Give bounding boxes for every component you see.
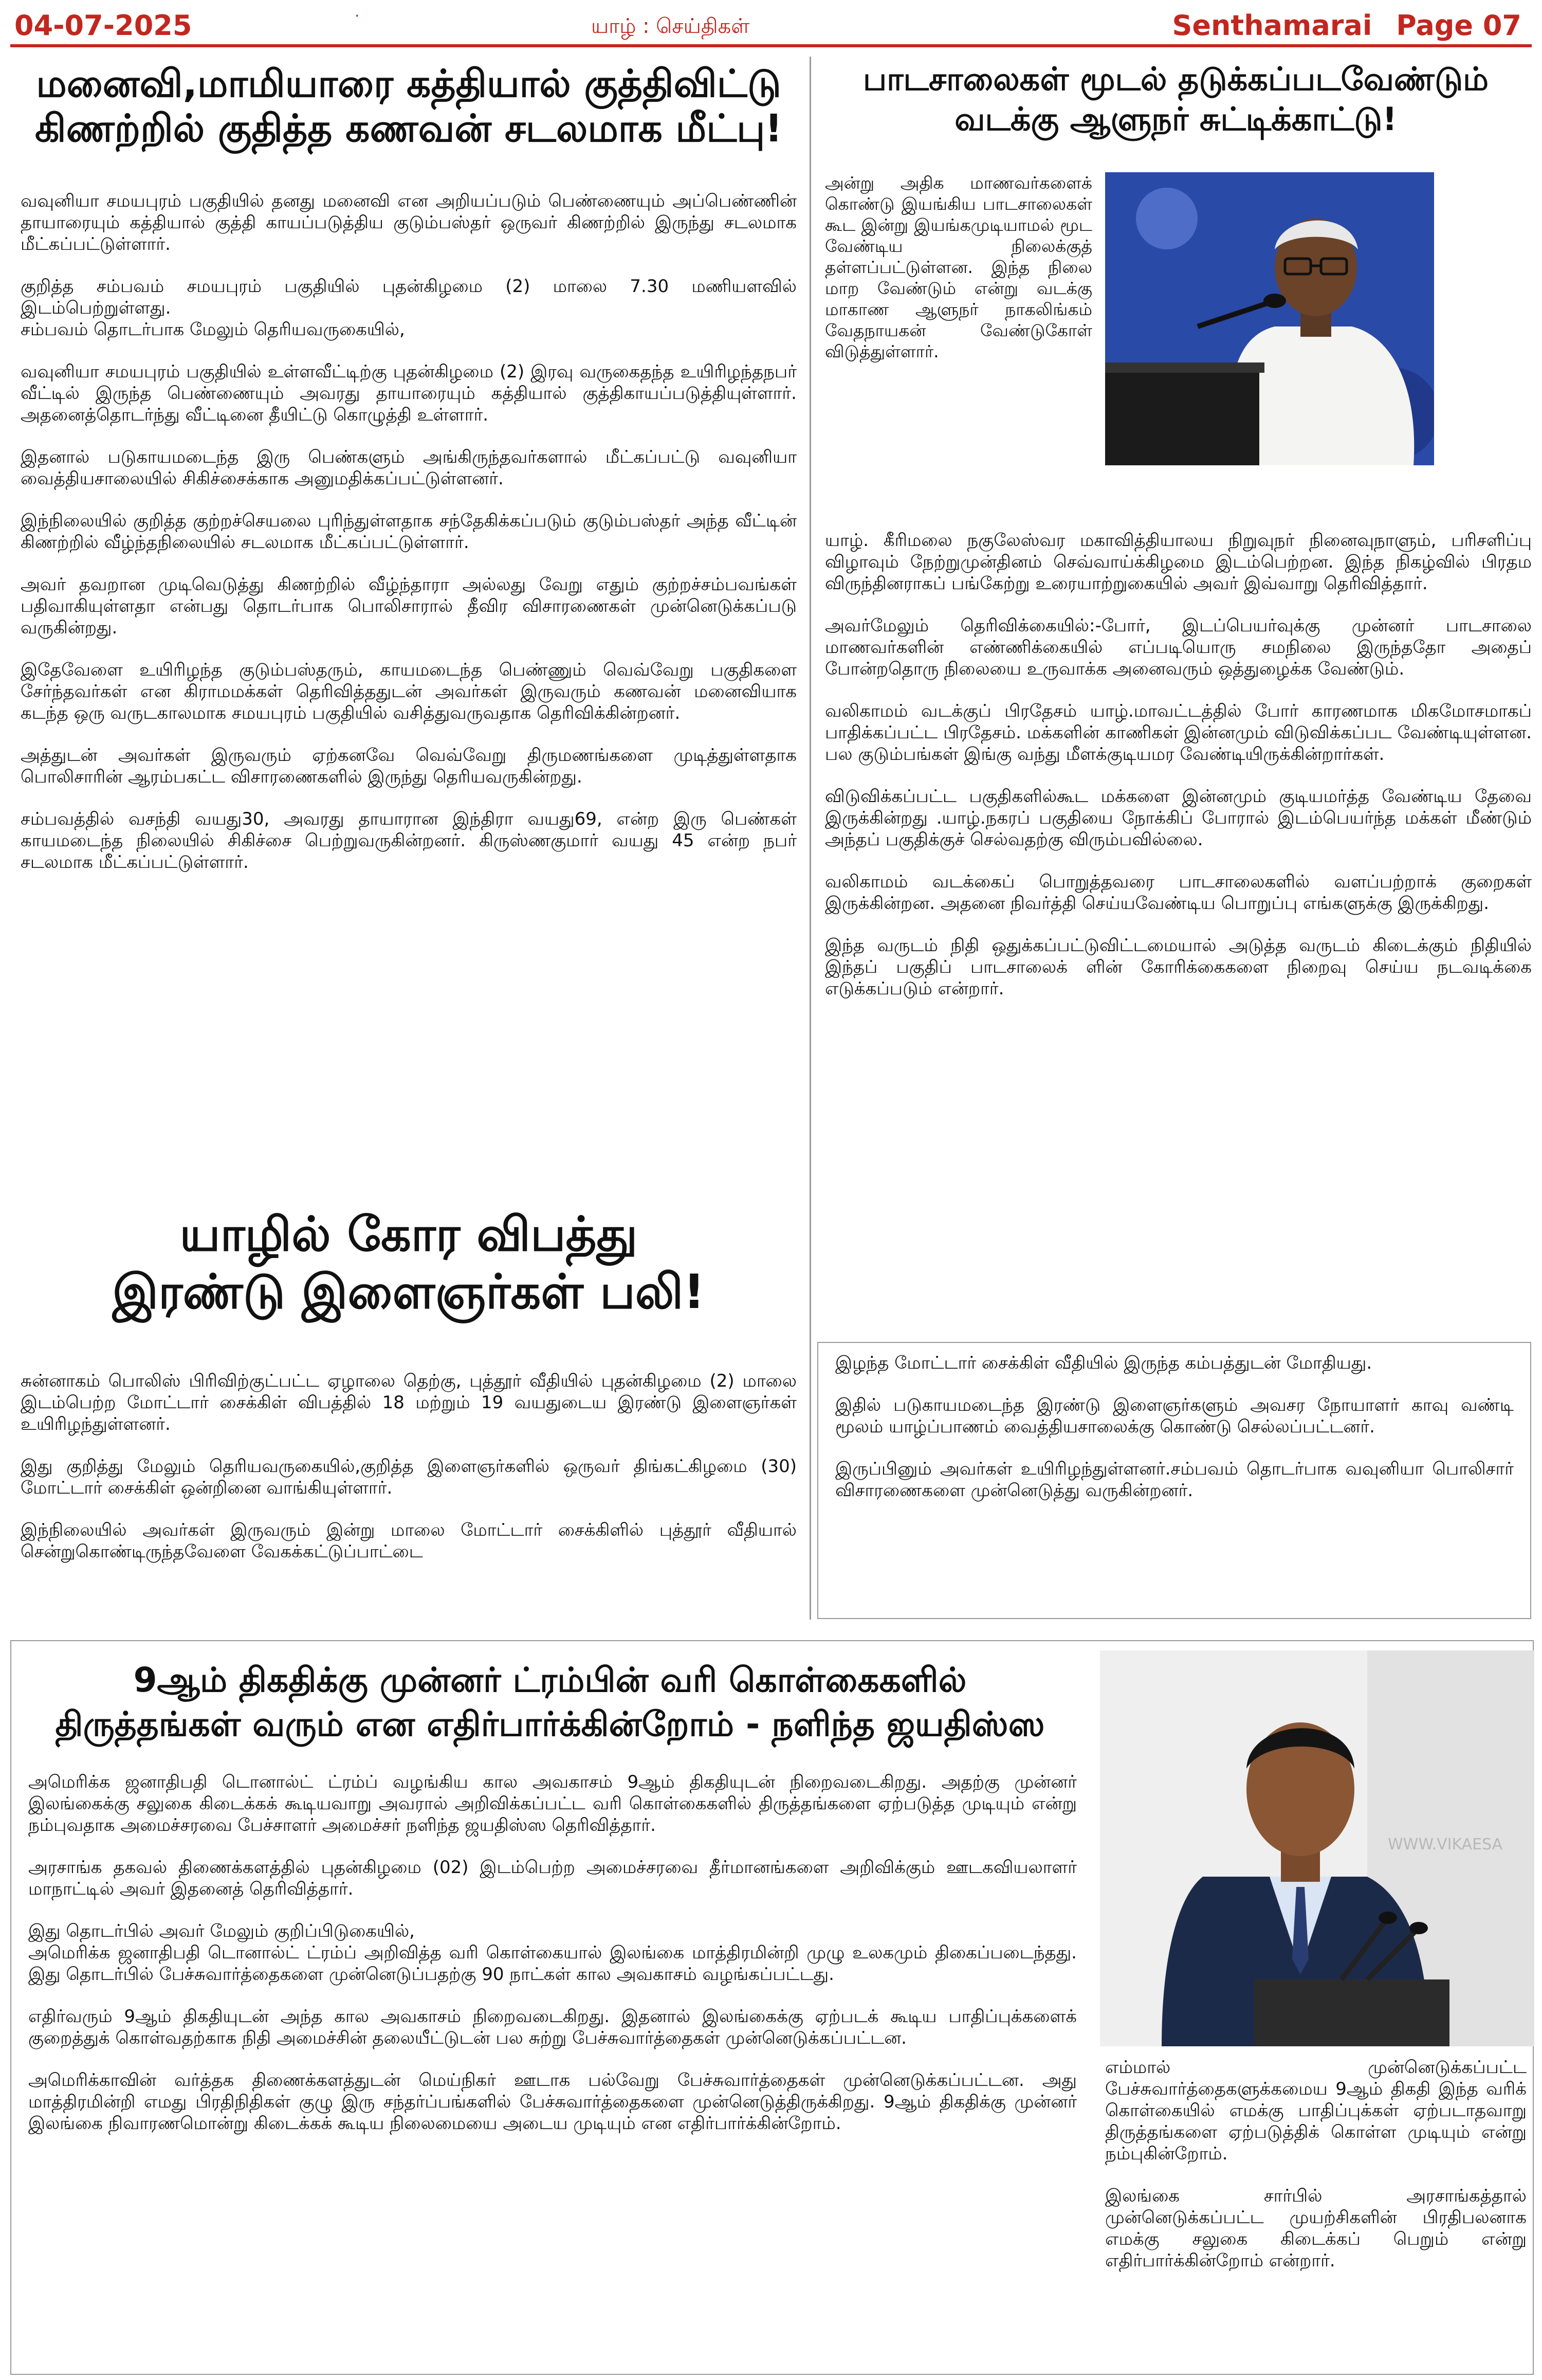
article1-headline-line2: கிணற்றில் குதித்த கணவன் சடலமாக மீட்பு! — [34, 106, 783, 151]
article3-paragraph: அவர்மேலும் தெரிவிக்கையில்:-போர், இடப்பெயர்வுக்கு முன்னர் பாடசாலை மாணவர்களின் எண்ணிக்கையில் எப்படியொரு சமநிலை இருந்ததோ அதைப் போன்றதொரு நிலையை உருவாக்க அனைவரும் ஒத்துழைக்க வேண்டும். — [825, 615, 1532, 679]
article3-paragraph: இந்த வருடம் நிதி ஒதுக்கப்பட்டுவிட்டமையால் அடுத்த வருடம் கிடைக்கும் நிதியில் இந்தப் பகுதிப் பாடசாலைக் ளின் கோரிக்கைகளை நிறைவு செய்ய நடவடிக்கை எடுக்கப்படும் என்றார். — [825, 935, 1532, 999]
article4-paragraph: அமெரிக்க ஜனாதிபதி டொனால்ட் ட்ரம்ப் அறிவித்த வரி கொள்கையால் இலங்கை மாத்திரமின்றி முழு உலகமும் திகைப்படைந்தது. இது தொடர்பில் பேச்சுவார்த்தைகளை முன்னெடுப்பதற்கு 90 நாட்கள் கால அவகாசம் வழங்கப்பட்டது. — [28, 1942, 1077, 1985]
masthead-publication: Senthamarai — [1172, 9, 1372, 42]
article2-headline-line1: யாழில் கோர விபத்து — [179, 1207, 638, 1262]
article4-paragraph: அமெரிக்க ஜனாதிபதி டொனால்ட் ட்ரம்ப் வழங்கிய கால அவகாசம் 9ஆம் திகதியுடன் நிறைவடைகிறது. அதற்கு முன்னர் இலங்கைக்கு சலுகை கிடைக்கக் கூடியவாறு அவரால் அறிவிக்கப்பட்ட வரி கொள்கைகளில் திருத்தங்களை ஏற்படுத்த முடியும் என்று நம்புவதாக அமைச்சரவை பேச்சாளர் அமைச்சர் நளிந்த ஜயதிஸ்ஸ தெரிவித்தார். — [28, 1772, 1077, 1836]
article1-paragraph: இதனால் படுகாயமடைந்த இரு பெண்களும் அங்கிருந்தவர்களால் மீட்கப்பட்டு வவுனியா வைத்தியசாலையில் சிகிச்சைக்காக அனுமதிக்கப்பட்டுள்ளனர். — [21, 447, 797, 489]
article2-paragraph: இது குறித்து மேலும் தெரியவருகையில்,குறித்த இளைஞர்களில் ஒருவர் திங்கட்கிழமை (30) மோட்டார் சைக்கிள் ஒன்றினை வாங்கியுள்ளார். — [21, 1456, 797, 1498]
article3-paragraph: யாழ். கீரிமலை நகுலேஸ்வர மகாவித்தியாலய நிறுவுநர் நினைவுநாளும், பரிசளிப்பு விழாவும் நேற்றுமுன்தினம் செவ்வாய்க்கிழமை இடம்பெற்றன. இந்த நிகழ்வில் பிரதம விருந்தினராகப் பங்கேற்று உரையாற்றுகையில் அவர் இவ்வாறு தெரிவித்தார். — [825, 530, 1532, 594]
article2-paragraph: இந்நிலையில் அவர்கள் இருவரும் இன்று மாலை மோட்டார் சைக்கிளில் புத்தூர் வீதியால் சென்றுகொண்டிருந்தவேளை வேகக்கட்டுப்பாட்டை — [21, 1520, 797, 1562]
article1-paragraph: அத்துடன் அவர்கள் இருவரும் ஏற்கனவே வெவ்வேறு திருமணங்களை முடித்துள்ளதாக பொலிசாரின் ஆரம்பகட்ட விசாரணைகளில் இருந்து தெரியவருகின்றது. — [21, 745, 797, 787]
article4-paragraph: எதிர்வரும் 9ஆம் திகதியுடன் அந்த கால அவகாசம் நிறைவடைகிறது. இதனால் இலங்கைக்கு ஏற்படக் கூடிய பாதிப்புக்களைக் குறைத்துக் கொள்வதற்காக நிதி அமைச்சின் தலையீட்டுடன் பல சுற்று பேச்சுவார்த்தைகள் முன்னெடுக்கப்பட்டன. — [28, 2006, 1077, 2048]
article1-paragraph: இந்நிலையில் குறித்த குற்றச்செயலை புரிந்துள்ளதாக சந்தேகிக்கப்படும் குடும்பஸ்தர் அந்த வீட்டின் கிணற்றில் வீழ்ந்தநிலையில் சடலமாக மீட்கப்பட்டுள்ளார். — [21, 511, 797, 553]
masthead-right — [1172, 9, 1521, 42]
governor-photo-illustration — [1105, 172, 1434, 465]
masthead-rule — [10, 44, 1532, 47]
article3-headline — [820, 59, 1532, 139]
article3-body — [825, 530, 1532, 1000]
article1-paragraph: வவுனியா சமயபுரம் பகுதியில் தனது மனைவி என அறியப்படும் பெண்ணையும் அப்பெண்ணின் தாயாரையும் கத்தியால் குத்தி காயப்படுத்திய குடும்பஸ்தர் ஒருவர் கிணற்றில் இருந்து சடலமாக மீட்கப்பட்டுள்ளார். — [21, 191, 797, 255]
article-jaffna-accident — [15, 1206, 802, 1321]
minister-photo — [1100, 1650, 1534, 2046]
article1-paragraph: அவர் தவறான முடிவெடுத்து கிணற்றில் வீழ்ந்தாரா அல்லது வேறு எதும் குற்றச்சம்பவங்கள் பதிவாகியுள்ளதா என்பது தொடர்பாக பொலிசாரால் தீவிர விசாரணைகள் முன்னெடுக்கப்படு வருகின்றது. — [21, 574, 797, 638]
masthead-date: 04-07-2025 — [14, 9, 192, 42]
article4-headline-line2: திருத்தங்கள் வரும் என எதிர்பார்க்கின்றோம் - நளிந்த ஜயதிஸ்ஸ — [55, 1704, 1045, 1744]
article-wife-stabbing — [15, 62, 802, 152]
article2-continuation-paragraph: இருப்பினும் அவர்கள் உயிரிழந்துள்ளனர்.சம்பவம் தொடர்பாக வவுனியா பொலிசார் விசாரணைகளை முன்னெடுத்து வருகின்றனர். — [835, 1459, 1514, 1501]
photo-watermark: WWW.VIKAESA — [1388, 1836, 1503, 1854]
article3-paragraph: வலிகாமம் வடக்கைப் பொறுத்தவரை பாடசாலைகளில் வளப்பற்றாக் குறைகள் இருக்கின்றன. அதனை நிவர்த்தி செய்யவேண்டிய பொறுப்பு எங்களுக்கு இருக்கிறது. — [825, 871, 1532, 914]
article4-paragraph: அரசாங்க தகவல் திணைக்களத்தில் புதன்கிழமை (02) இடம்பெற்ற அமைச்சரவை தீர்மானங்களை அறிவிக்கும் ஊடகவியலாளர் மாநாட்டில் அவர் இதனைத் தெரிவித்தார். — [28, 1857, 1077, 1899]
article4-body — [28, 1771, 1077, 2134]
governor-photo — [1105, 172, 1434, 465]
article2-continuation-paragraph: இதில் படுகாயமடைந்த இரண்டு இளைஞர்களும் அவசர நோயாளர் காவு வண்டி மூலம் யாழ்ப்பாணம் வைத்தியசாலைக்கு கொண்டு செல்லப்பட்டனர். — [835, 1395, 1514, 1437]
article4-paragraph: இது தொடர்பில் அவர் மேலும் குறிப்பிடுகையில், — [28, 1921, 415, 1941]
article4-paragraph: அமெரிக்காவின் வர்த்தக திணைக்களத்துடன் மெய்நிகர் ஊடாக பல்வேறு பேச்சுவார்த்தைகள் முன்னெடுக்கப்பட்டன. அது மாத்திரமின்றி எமது பிரதிநிதிகள் குழு இரு சந்தர்ப்பங்களில் பேச்சுவார்த்தைகளை முன்னெடுத்திருக்கிறது. 9ஆம் திகதிக்கு முன்னர் இலங்கை நிவாரணமொன்று கிடைக்கக் கூடிய நிலைமையை அடைய முடியும் என எதிர்பார்க்கின்றோம். — [28, 2070, 1077, 2134]
article2-body — [21, 1370, 797, 1563]
article3-paragraph: வலிகாமம் வடக்குப் பிரதேசம் யாழ்.மாவட்டத்தில் போர் காரணமாக மிகமோசமாகப் பாதிக்கப்பட்ட பிரதேசம். மக்களின் காணிகள் இன்னமும் விடுவிக்கப்பட வேண்டியுள்ளன. பல குடும்பங்கள் இங்கு வந்து மீளக்குடியமர வேண்டியிருக்கின்றார்கள். — [825, 701, 1532, 765]
article4-headline — [21, 1658, 1079, 1747]
article2-headline — [15, 1206, 802, 1321]
article4-side-paragraph: எம்மால் முன்னெடுக்கப்பட்ட பேச்சுவார்த்தைகளுக்கமைய 9ஆம் திகதி இந்த வரிக் கொள்கையில் எமக்கு பாதிப்புக்கள் ஏற்படாதவாறு திருத்தங்களை ஏற்படுத்திக் கொள்ள முடியும் என்று நம்புகின்றோம். — [1105, 2057, 1527, 2164]
article3-wrap-text: அன்று அதிக மாணவர்களைக் கொண்டு இயங்கிய பாடசாலைகள் கூட இன்று இயங்கமுடியாமல் மூட வேண்டிய நிலைக்குத் தள்ளப்பட்டுள்ளன. இந்த நிலை மாற வேண்டும் என்று வடக்கு மாகாண ஆளுநர் நாகலிங்கம் வேதநாயகன் வேண்டுகோள் விடுத்துள்ளார். — [825, 173, 1092, 361]
article2-headline-line2: இரண்டு இளைஞர்கள் பலி! — [112, 1264, 705, 1320]
article1-paragraph: சம்பவத்தில் வசந்தி வயது30, அவரது தாயாரான இந்திரா வயது69, என்ற இரு பெண்கள் காயமடைந்த நிலையில் சிகிச்சை பெற்றுவருகின்றனர். கிருஸ்ணகுமார் வயது 45 என்ற நபர் சடலமாக மீட்கப்பட்டுள்ளார். — [21, 809, 797, 873]
masthead-page: Page 07 — [1396, 9, 1521, 42]
article-trump-tariff — [21, 1658, 1079, 1747]
article4-side-body — [1105, 2057, 1527, 2272]
article2-paragraph: சுன்னாகம் பொலிஸ் பிரிவிற்குட்பட்ட ஏழாலை தெற்கு, புத்தூர் வீதியில் புதன்கிழமை (2) மாலை இடம்பெற்ற மோட்டார் சைக்கிள் விபத்தில் 18 மற்றும் 19 வயதுடைய இரண்டு இளைஞர்கள் உயிரிழந்துள்ளனர். — [21, 1371, 797, 1434]
article3-headline-line1: பாடசாலைகள் மூடல் தடுக்கப்படவேண்டும் — [862, 60, 1489, 98]
masthead-dot: · — [355, 7, 360, 25]
article1-paragraph: குறித்த சம்பவம் சமயபுரம் பகுதியில் புதன்கிழமை (2) மாலை 7.30 மணியளவில் இடம்பெற்றுள்ளது. — [21, 276, 797, 318]
article3-paragraph: விடுவிக்கப்பட்ட பகுதிகளில்கூட மக்களை இன்னமும் குடியமர்த்த வேண்டிய தேவை இருக்கின்றது .யாழ்.நகரப் பகுதியை நோக்கிப் போரால் இடம்பெயர்ந்த மக்கள் மீண்டும் அந்தப் பகுதிக்குச் செல்வதற்கு விரும்பவில்லை. — [825, 786, 1532, 850]
article1-body — [21, 190, 797, 873]
article3-headline-line2: வடக்கு ஆளுநர் சுட்டிக்காட்டு! — [954, 100, 1397, 138]
article1-paragraph: சம்பவம் தொடர்பாக மேலும் தெரியவருகையில், — [21, 319, 405, 340]
article2-continuation-paragraph: இழந்த மோட்டார் சைக்கிள் வீதியில் இருந்த கம்பத்துடன் மோதியது. — [835, 1353, 1372, 1373]
column-divider — [810, 57, 811, 1620]
article1-paragraph: இதேவேளை உயிரிழந்த குடும்பஸ்தரும், காயமடைந்த பெண்ணும் வெவ்வேறு பகுதிகளை சேர்ந்தவர்கள் என கிராமமக்கள் தெரிவித்ததுடன் அவர்கள் இருவரும் கணவன் மனைவியாக கடந்த ஒரு வருடகாலமாக சமயபுரம் பகுதியில் வசித்துவருவதாக தெரிவிக்கின்றனர். — [21, 660, 797, 723]
article4-side-paragraph: இலங்கை சார்பில் அரசாங்கத்தால் முன்னெடுக்கப்பட்ட முயற்சிகளின் பிரதிபலனாக எமக்கு சலுகை கிடைக்கப் பெறும் என்று எதிர்பார்க்கின்றோம் என்றார். — [1105, 2186, 1527, 2271]
article1-paragraph: வவுனியா சமயபுரம் பகுதியில் உள்ளவீட்டிற்கு புதன்கிழமை (2) இரவு வருகைதந்த உயிரிழந்தநபர் வீட்டில் இருந்த பெண்ணையும் அவரது தாயாரையும் கத்தியால் குத்திகாயப்படுத்தியுள்ளார். அதனைத்தொடர்ந்து வீட்டினை தீயிட்டு கொழுத்தி உள்ளார். — [21, 361, 797, 425]
article4-headline-line1: 9ஆம் திகதிக்கு முன்னர் ட்ரம்பின் வரி கொள்கைகளில் — [133, 1660, 967, 1700]
article-school-closure — [820, 59, 1532, 139]
article1-headline — [15, 62, 802, 152]
masthead-section: யாழ் : செய்திகள் — [591, 14, 750, 38]
article2-continuation — [835, 1352, 1514, 1501]
article1-headline-line1: மனைவி,மாமியாரை கத்தியால் குத்திவிட்டு — [36, 62, 781, 106]
